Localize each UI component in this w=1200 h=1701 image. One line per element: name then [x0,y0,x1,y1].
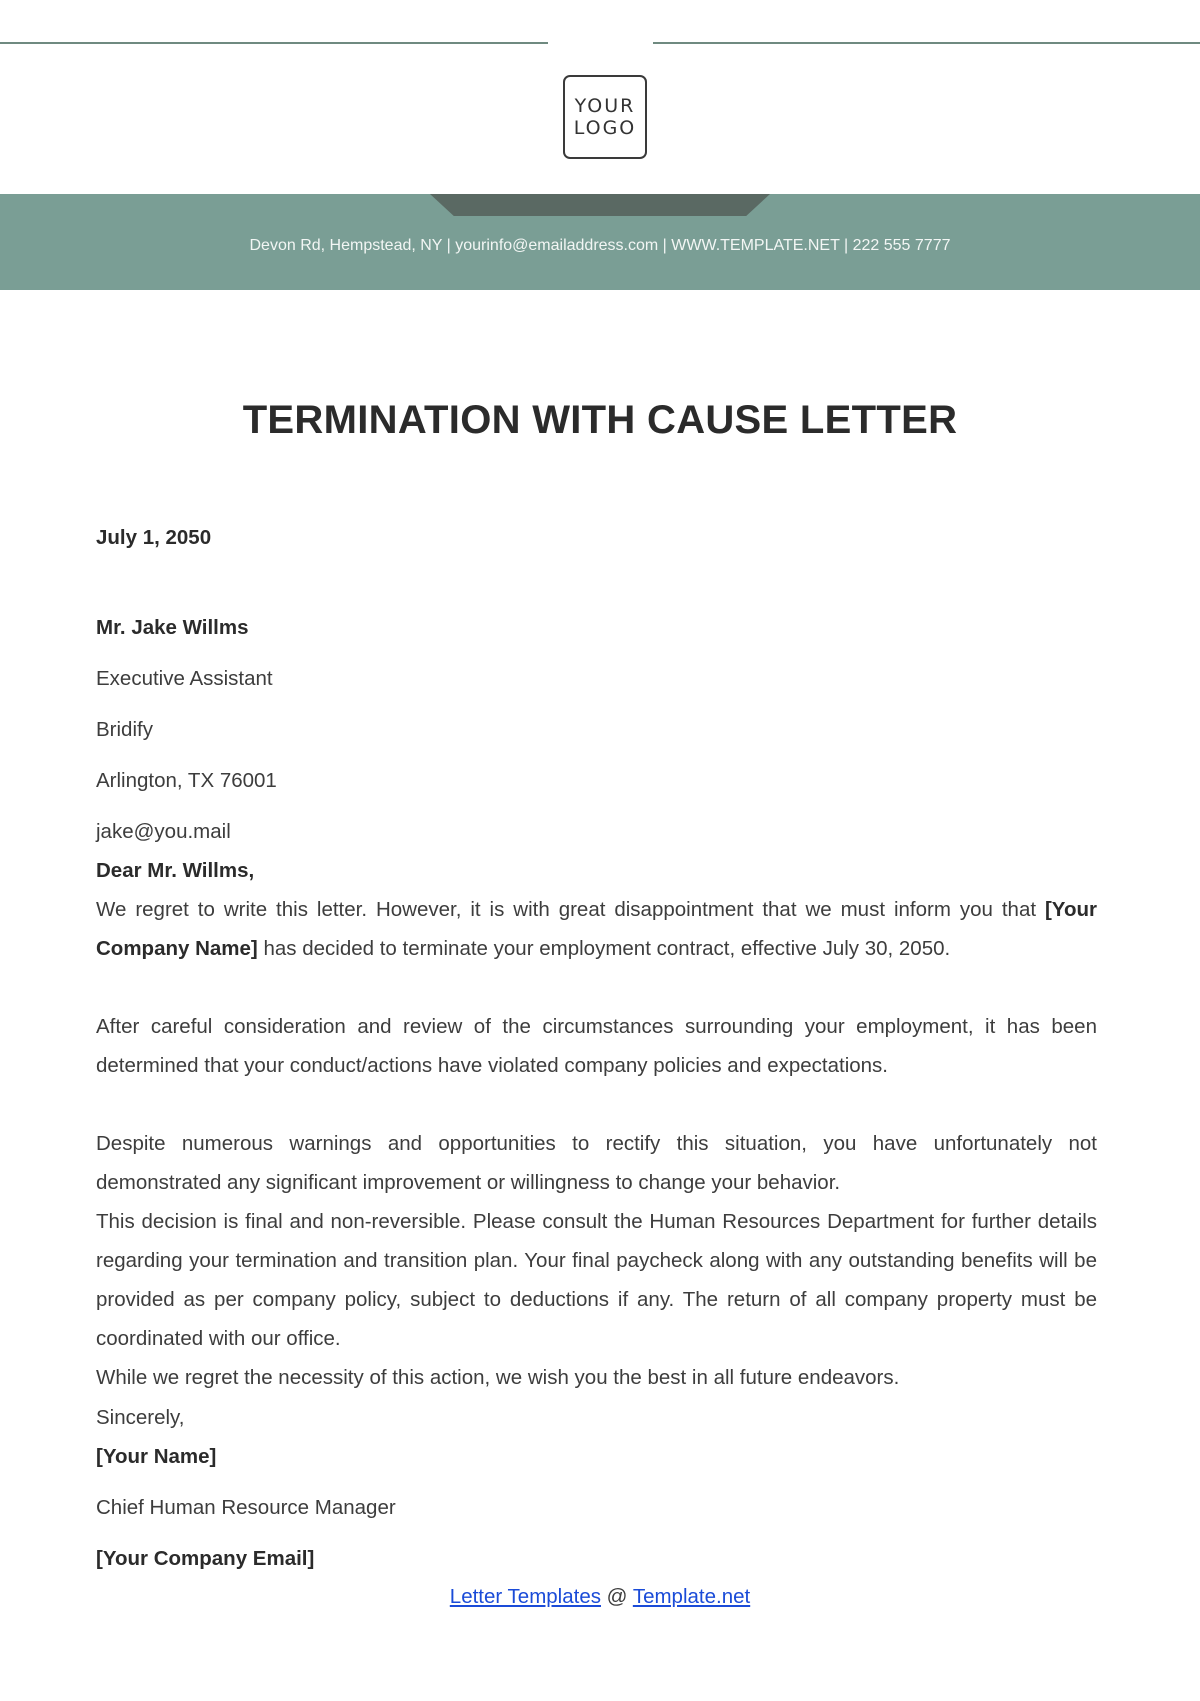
contact-band [0,194,1200,290]
footer-separator: @ [600,1585,633,1608]
body-paragraph-1 [96,890,1097,968]
letter-templates-link[interactable]: Letter Templates [449,1585,601,1608]
logo-text-line2: LOGO [573,117,637,139]
sender-name: [Your Name] [96,1445,217,1468]
sender-email: [Your Company Email] [96,1547,315,1570]
sender-title: Chief Human Resource Manager [96,1496,396,1519]
company-name-placeholder: [Your Company Name] [96,898,1097,960]
body-paragraph-2: After careful consideration and review of the circumstances surrounding your employment, it has been determined that your conduct/actions have violated company policies and expectations. [96,1015,1097,1077]
letter-date: July 1, 2050 [96,526,212,549]
contact-info: Devon Rd, Hempstead, NY | yourinfo@emailaddress.com | WWW.TEMPLATE.NET | 222 555 7777 [249,237,951,254]
sign-off: Sincerely, [96,1406,185,1429]
header-rule-left [0,42,548,44]
recipient-name: Mr. Jake Willms [96,616,249,639]
body-paragraph-3: Despite numerous warnings and opportunities to rectify this situation, you have unfortunately not demonstrated any significant improvement or willingness to change your behavior. [96,1132,1097,1194]
recipient-position: Executive Assistant [96,667,273,690]
recipient-address: Arlington, TX 76001 [96,769,277,792]
recipient-email: jake@you.mail [96,820,231,843]
letter-title: TERMINATION WITH CAUSE LETTER [242,398,958,442]
salutation: Dear Mr. Willms, [96,859,255,882]
recipient-company: Bridify [96,718,153,741]
band-tab-decoration [430,194,770,216]
body-paragraph-4: This decision is final and non-reversible. Please consult the Human Resources Department for further details regarding your termination and transition plan. Your final paycheck along with any outstanding benefits will be provided as per company policy, subject to deductions if any. The return of all company property must be coordinated with our office. [96,1210,1097,1350]
header-rule-right [653,42,1200,44]
body-p1-end: has decided to terminate your employment contract, effective July 30, 2050. [257,937,951,960]
company-logo [563,75,647,159]
footer-credit [0,1585,1200,1609]
logo-text-line1: YOUR [574,95,636,117]
body-paragraph-5: While we regret the necessity of this action, we wish you the best in all future endeavors. [96,1366,900,1389]
template-net-link[interactable]: Template.net [632,1585,751,1608]
body-p1-start: We regret to write this letter. However, it is with great disappointment that we must inform you that [96,898,1045,921]
